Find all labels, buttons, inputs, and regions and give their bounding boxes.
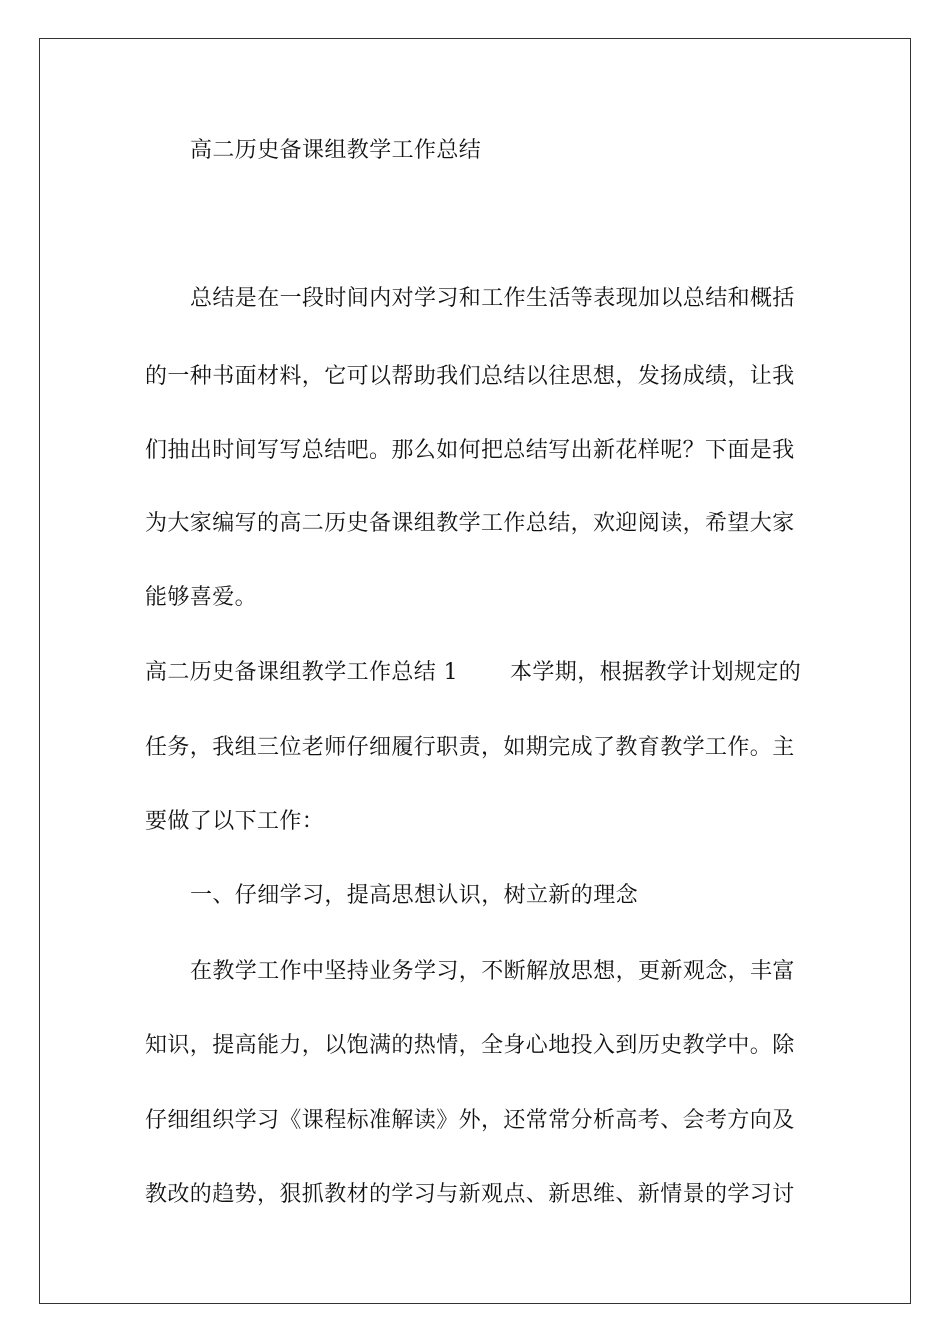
intro-line-5: 能够喜爱。 <box>145 585 258 610</box>
body-line-3: 仔细组织学习《课程标准解读》外，还常常分析高考、会考方向及 <box>145 1108 795 1133</box>
body-line-2: 知识，提高能力，以饱满的热情，全身心地投入到历史教学中。除 <box>145 1033 795 1058</box>
intro-line-4: 为大家编写的高二历史备课组教学工作总结，欢迎阅读，希望大家 <box>145 511 795 536</box>
subheading: 一、仔细学习，提高思想认识，树立新的理念 <box>190 883 639 908</box>
section-heading: 高二历史备课组教学工作总结 1 <box>145 660 458 685</box>
section-line-3: 要做了以下工作： <box>145 809 325 834</box>
intro-line-2: 的一种书面材料，它可以帮助我们总结以往思想，发扬成绩，让我 <box>145 364 795 389</box>
section-first-line <box>145 658 801 688</box>
document-title: 高二历史备课组教学工作总结 <box>190 138 482 163</box>
body-line-1: 在教学工作中坚持业务学习，不断解放思想，更新观念，丰富 <box>190 959 795 984</box>
intro-line-1: 总结是在一段时间内对学习和工作生活等表现加以总结和概括 <box>190 286 795 311</box>
section-line-2: 任务，我组三位老师仔细履行职责，如期完成了教育教学工作。主 <box>145 735 795 760</box>
body-line-4: 教改的趋势，狠抓教材的学习与新观点、新思维、新情景的学习讨 <box>145 1182 795 1207</box>
intro-line-3: 们抽出时间写写总结吧。那么如何把总结写出新花样呢？下面是我 <box>145 438 795 463</box>
section-first-line-text: 本学期，根据教学计划规定的 <box>510 660 802 685</box>
